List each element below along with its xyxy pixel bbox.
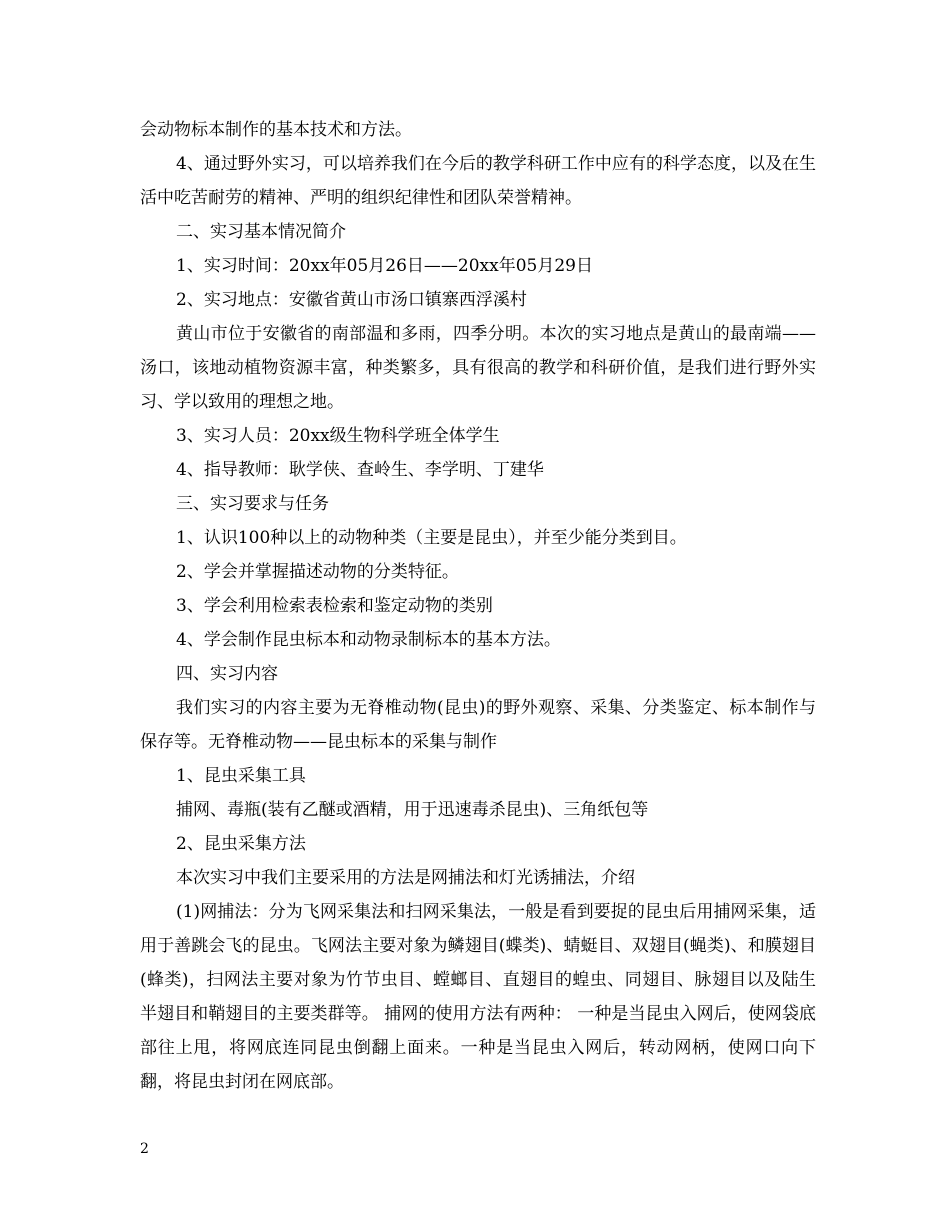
page-number: 2	[140, 1141, 149, 1157]
paragraph: 捕网、毒瓶(装有乙醚或酒精，用于迅速毒杀昆虫)、三角纸包等	[176, 800, 649, 820]
paragraph: 1、实习时间：20xx年05月26日——20xx年05月29日	[176, 256, 593, 276]
paragraph: 3、实习人员：20xx级生物科学班全体学生	[176, 426, 500, 446]
paragraph: 2、昆虫采集方法	[176, 834, 306, 854]
paragraph: 1、认识100种以上的动物种类（主要是昆虫），并至少能分类到目。	[176, 528, 687, 548]
paragraph: (1)网捕法：分为飞网采集法和扫网采集法，一般是看到要捉的昆虫后用捕网采集，适用于善跳会飞的昆虫。飞网法主要对象为鳞翅目(蝶类)、蜻蜓目、双翅目(蝇类)、和膜翅目(蜂类)，扫网法主要对象为竹节虫目、螳螂目、直翅目的蝗虫、同翅目、脉翅目以及陆生半翅目和鞘翅目的主要类群等。 捕网的使用方法有两种： 一种是当昆虫入网后，使网袋底部往上甩，将网底连同昆虫倒翻上面来。一种是当昆虫入网后，转动网柄，使网口向下翻，将昆虫封闭在网底部。	[140, 902, 816, 1092]
paragraph: 会动物标本制作的基本技术和方法。	[140, 120, 412, 140]
paragraph: 黄山市位于安徽省的南部温和多雨，四季分明。本次的实习地点是黄山的最南端——汤口，该地动植物资源丰富，种类繁多，具有很高的教学和科研价值，是我们进行野外实习、学以致用的理想之地。	[140, 324, 816, 412]
paragraph: 4、学会制作昆虫标本和动物录制标本的基本方法。	[176, 630, 561, 650]
paragraph: 3、学会利用检索表检索和鉴定动物的类别	[176, 596, 493, 616]
paragraph: 4、指导教师：耿学侠、查岭生、李学明、丁建华	[176, 460, 544, 480]
paragraph: 2、学会并掌握描述动物的分类特征。	[176, 562, 459, 582]
paragraph: 我们实习的内容主要为无脊椎动物(昆虫)的野外观察、采集、分类鉴定、标本制作与保存等。无脊椎动物——昆虫标本的采集与制作	[140, 698, 816, 752]
document-body	[140, 113, 816, 1099]
paragraph: 2、实习地点：安徽省黄山市汤口镇寨西浮溪村	[176, 290, 527, 310]
paragraph: 1、昆虫采集工具	[176, 766, 306, 786]
section-heading: 四、实习内容	[176, 664, 278, 684]
paragraph: 本次实习中我们主要采用的方法是网捕法和灯光诱捕法，介绍	[176, 868, 635, 888]
section-heading: 三、实习要求与任务	[176, 494, 329, 514]
paragraph: 4、通过野外实习，可以培养我们在今后的教学科研工作中应有的科学态度，以及在生活中吃苦耐劳的精神、严明的组织纪律性和团队荣誉精神。	[140, 154, 816, 208]
section-heading: 二、实习基本情况简介	[176, 222, 346, 242]
